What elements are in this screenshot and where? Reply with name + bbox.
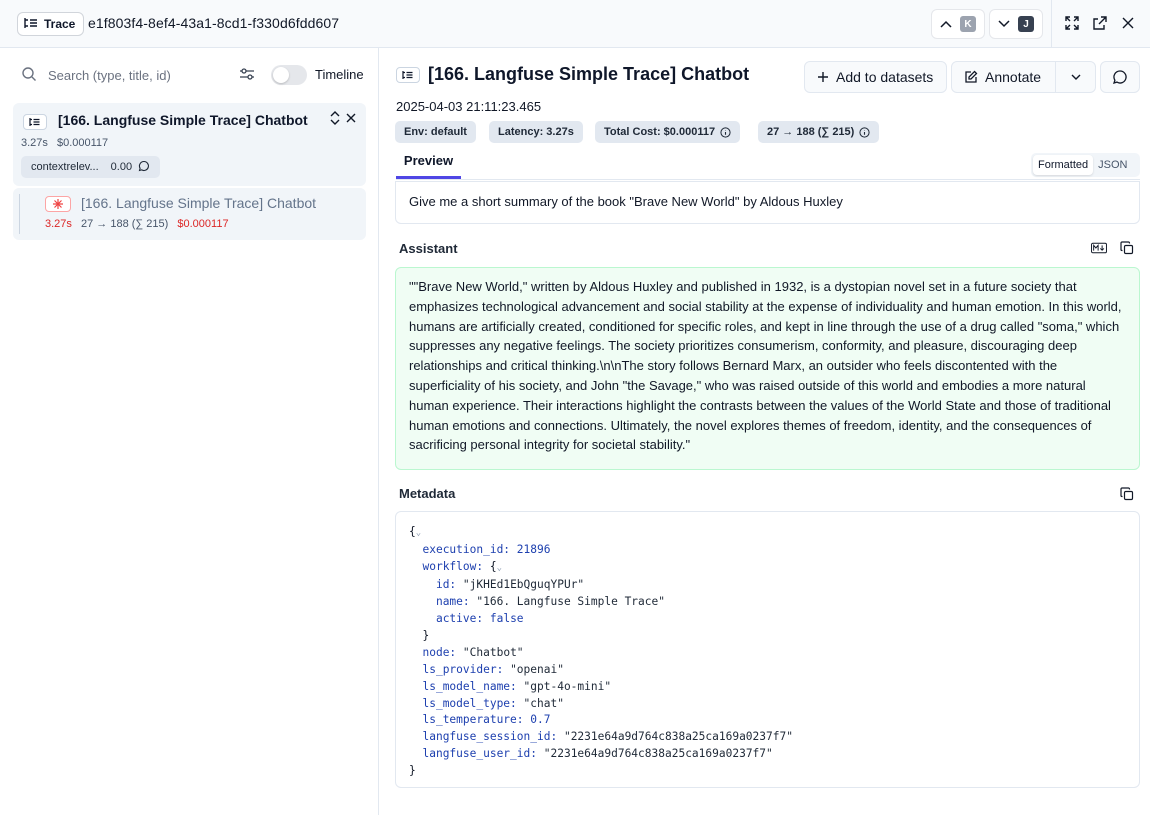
meta-workflow-active: false — [489, 611, 524, 625]
token-usage-chip — [758, 121, 879, 143]
external-link-icon[interactable] — [1091, 14, 1109, 32]
trace-tree-panel — [0, 48, 379, 815]
meta-workflow-name: "166. Langfuse Simple Trace" — [476, 594, 665, 608]
env-chip — [395, 121, 476, 143]
collapse-x-icon[interactable] — [344, 111, 358, 125]
info-icon — [859, 127, 870, 138]
trace-badge-label: Trace — [44, 17, 76, 31]
meta-workflow-id: "jKHEd1EbQguqYPUr" — [462, 577, 585, 591]
list-tree-icon — [396, 67, 420, 83]
tree-rail — [19, 194, 20, 234]
previous-trace-button[interactable] — [931, 9, 985, 39]
assistant-message: ""Brave New World," written by Aldous Huxley and published in 1932, is a dystopian novel set in a future society that emphasizes technological advancement and social stability at the expense of individuality and human emotion. In this world, humans are artificially created, conditioned for specific roles, and kept in line through the use of a drug called "soma," which suppresses any negative feelings. The society prioritizes consumerism, conformity, and pleasure, discouraging deep relationships and critical thinking.\n\nThe story follows Bernard Marx, an outsider who feels discontented with the superficiality of his society, and John "the Savage," who was raised outside of this world and embodies a more natural human experience. Their interactions highlight the contrasts between the values of the World State and those of traditional human emotions and connections. Ultimately, the novel explores themes of freedom, identity, and the consequences of sacrificing personal integrity for societal stability." — [395, 267, 1140, 470]
plus-icon — [817, 71, 829, 83]
format-json-option[interactable]: JSON — [1098, 159, 1128, 171]
add-to-datasets-button[interactable] — [804, 61, 947, 93]
total-cost-chip-text: Total Cost: $0.000117 — [604, 126, 716, 138]
search-input[interactable] — [48, 65, 228, 85]
metadata-json-viewer: {⌄ execution_id: 21896 workflow: {⌄ id: "jKHEd1EbQguqYPUr" name: "166. Langfuse Simple Trace" active: false } node: "Chatbot" ls_provider: "openai" ls_model_name: "gpt-4o-mini" ls_model_type: "chat" ls_temperature: 0.7 langfuse_session_id: "2231e64a9d764c838a25ca169a0237f7" langfuse_user_id: "2231e64a9d764c838a25ca169a0237f7" } — [395, 511, 1140, 788]
tree-child-meta — [45, 218, 229, 230]
next-trace-button[interactable] — [989, 9, 1043, 39]
meta-ls-model-name: "gpt-4o-mini" — [523, 679, 612, 693]
input-message: Give me a short summary of the book "Brave New World" by Aldous Huxley — [395, 181, 1140, 224]
collapse-chevron-icon[interactable]: ⌄ — [415, 528, 422, 538]
assistant-label: Assistant — [399, 241, 458, 256]
timeline-label: Timeline — [315, 67, 364, 82]
trace-type-badge — [17, 12, 84, 36]
tree-item-trace[interactable] — [13, 103, 366, 186]
tree-child-title: [166. Langfuse Simple Trace] Chatbot — [81, 195, 317, 211]
meta-ls-model-type: "chat" — [523, 696, 564, 710]
tree-item-generation[interactable] — [13, 188, 366, 240]
score-value: 0.00 — [110, 161, 133, 173]
annotate-label: Annotate — [985, 69, 1042, 85]
comment-icon — [1112, 69, 1128, 85]
tree-root-meta — [21, 137, 114, 149]
top-bar — [0, 0, 1150, 48]
copy-icon[interactable] — [1119, 486, 1135, 502]
format-formatted-option[interactable]: Formatted — [1033, 155, 1093, 175]
score-name: contextrelev... — [31, 161, 99, 173]
timeline-toggle[interactable] — [271, 65, 307, 85]
shortcut-k: K — [960, 16, 976, 32]
markdown-icon[interactable] — [1091, 240, 1107, 256]
observation-detail-panel — [380, 48, 1150, 815]
latency-chip-text: Latency: 3.27s — [498, 126, 574, 138]
chevrons-up-down-icon[interactable] — [328, 111, 342, 125]
add-to-datasets-label: Add to datasets — [836, 69, 934, 85]
meta-node: "Chatbot" — [462, 645, 524, 659]
chevron-down-icon — [998, 20, 1010, 28]
env-chip-text: Env: default — [404, 126, 467, 138]
latency-chip — [489, 121, 583, 143]
tab-preview[interactable]: Preview — [396, 145, 461, 179]
copy-icon[interactable] — [1119, 240, 1135, 256]
generation-icon — [45, 196, 71, 212]
total-cost-chip — [595, 121, 740, 143]
pencil-square-icon — [964, 70, 978, 84]
child-latency: 3.27s — [45, 218, 72, 230]
meta-ls-temperature: 0.7 — [530, 713, 551, 727]
list-tree-icon — [23, 114, 47, 130]
meta-langfuse-user-id: "2231e64a9d764c838a25ca169a0237f7" — [543, 747, 773, 761]
child-cost: $0.000117 — [177, 218, 229, 230]
timestamp: 2025-04-03 21:11:23.465 — [396, 99, 542, 114]
trace-id: e1f803f4-8ef4-43a1-8cd1-f330d6fdd607 — [88, 15, 340, 31]
score-chip[interactable] — [21, 156, 160, 178]
meta-ls-provider: "openai" — [510, 662, 564, 676]
search-row — [0, 48, 378, 102]
chevron-up-icon — [940, 20, 952, 28]
comment-icon — [138, 160, 150, 175]
annotate-dropdown-button[interactable] — [1055, 61, 1096, 93]
collapse-chevron-icon[interactable]: ⌄ — [496, 562, 503, 573]
annotate-button[interactable] — [951, 61, 1056, 93]
comments-button[interactable] — [1100, 61, 1140, 93]
search-icon — [21, 66, 37, 85]
maximize-icon[interactable] — [1063, 14, 1081, 32]
filter-settings-icon[interactable] — [238, 66, 256, 85]
metadata-label: Metadata — [399, 486, 456, 501]
format-toggle — [1031, 153, 1140, 177]
tabs-divider — [396, 179, 1140, 180]
root-cost: $0.000117 — [56, 137, 109, 149]
token-usage-chip-text: 27 → 188 (∑ 215) — [767, 126, 855, 138]
shortcut-j: J — [1018, 16, 1034, 32]
info-icon — [720, 127, 731, 138]
chevron-down-icon — [1071, 74, 1081, 80]
child-tokens: 27 → 188 (∑ 215) — [80, 218, 169, 230]
tree-root-title: [166. Langfuse Simple Trace] Chatbot — [58, 112, 308, 128]
divider — [1051, 0, 1052, 48]
meta-langfuse-session-id: "2231e64a9d764c838a25ca169a0237f7" — [563, 730, 793, 744]
observation-title: [166. Langfuse Simple Trace] Chatbot — [428, 64, 750, 84]
list-tree-icon — [24, 17, 38, 32]
close-icon[interactable] — [1119, 14, 1137, 32]
meta-execution-id: 21896 — [516, 542, 551, 556]
root-latency: 3.27s — [21, 137, 48, 149]
